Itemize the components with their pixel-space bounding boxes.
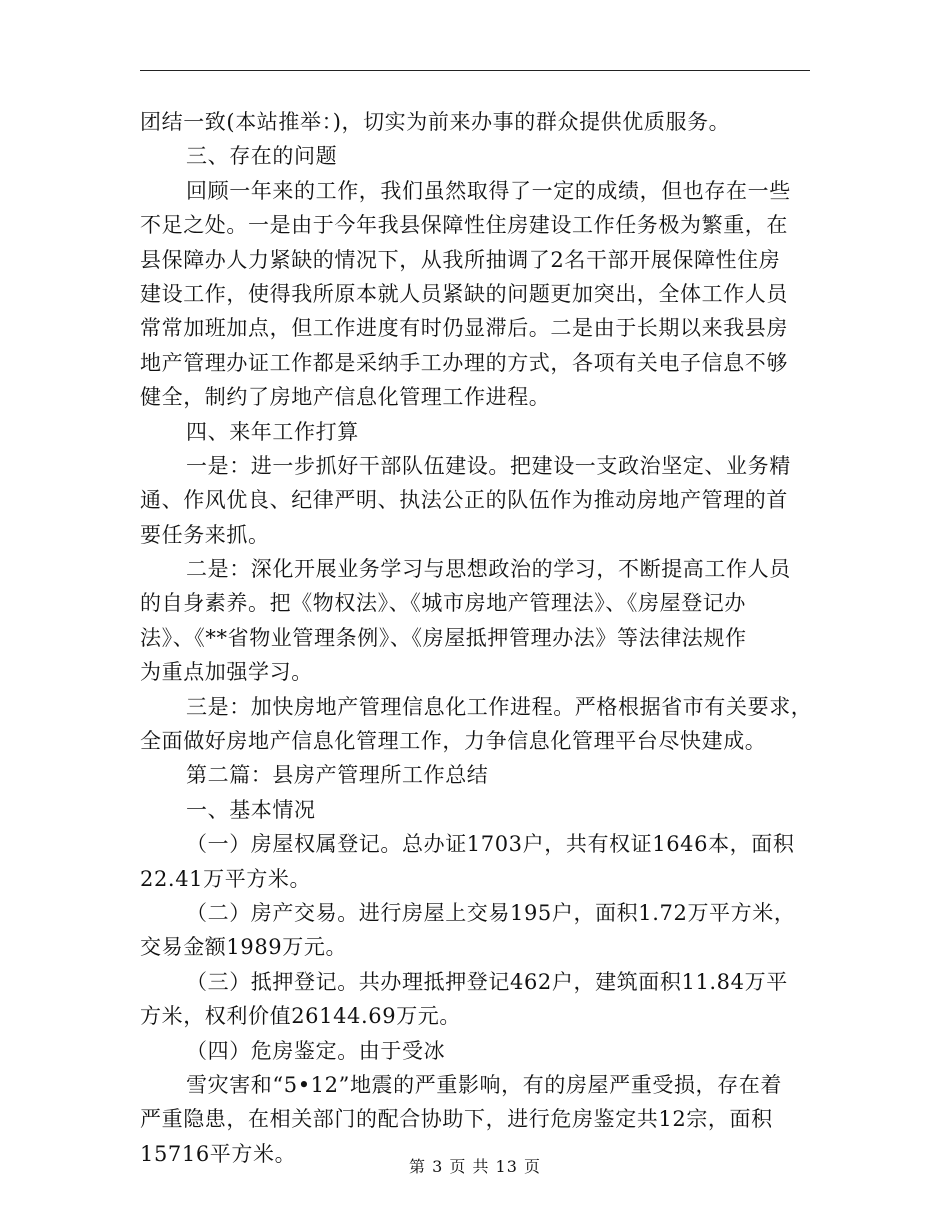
text-line: 15716平方米。 — [140, 1141, 297, 1166]
text-line: 三是：加快房地产管理信息化工作进程。严格根据省市有关要求， — [186, 694, 813, 719]
text-line: 方米，权利价值26144.69万元。 — [140, 1004, 462, 1029]
text-line: 常常加班加点，但工作进度有时仍显滞后。二是由于长期以来我县房 — [140, 316, 788, 341]
text-line: 地产管理办证工作都是采纳手工办理的方式，各项有关电子信息不够 — [140, 350, 788, 375]
text-line: 为重点加强学习。 — [140, 660, 313, 685]
text-line: 法》、《**省物业管理条例》、《房屋抵押管理办法》等法律法规作 — [140, 625, 747, 650]
text-line: 三、存在的问题 — [186, 144, 338, 169]
text-line: 一、基本情况 — [186, 797, 316, 822]
text-line: 第二篇：县房产管理所工作总结 — [186, 763, 489, 788]
text-line: 要任务来抓。 — [140, 522, 270, 547]
text-line: 县保障办人力紧缺的情况下，从我所抽调了2名干部开展保障性住房 — [140, 247, 781, 272]
text-line: 22.41万平方米。 — [140, 866, 312, 891]
page-footer: 第 3 页 共 13 页 — [409, 1157, 541, 1176]
header-rule — [140, 70, 810, 71]
text-line: （三）抵押登记。共办理抵押登记462户，建筑面积11.84万平 — [186, 969, 788, 994]
text-line: 一是：进一步抓好干部队伍建设。把建设一支政治坚定、业务精 — [186, 453, 791, 478]
text-line: 严重隐患，在相关部门的配合协助下，进行危房鉴定共12宗，面积 — [140, 1107, 773, 1132]
text-line: 健全，制约了房地产信息化管理工作进程。 — [140, 385, 551, 410]
text-line: 全面做好房地产信息化管理工作，力争信息化管理平台尽快建成。 — [140, 729, 767, 754]
text-line: 团结一致(本站推举：)，切实为前来办事的群众提供优质服务。 — [140, 110, 731, 134]
document-body — [140, 105, 813, 1171]
text-line: （四）危房鉴定。由于受冰 — [186, 1038, 446, 1063]
text-line: 的自身素养。把《物权法》、《城市房地产管理法》、《房屋登记办 — [140, 591, 746, 616]
text-line: 建设工作，使得我所原本就人员紧缺的问题更加突出，全体工作人员 — [140, 281, 788, 306]
text-line: 四、来年工作打算 — [186, 419, 359, 444]
text-line: 通、作风优良、纪律严明、执法公正的队伍作为推动房地产管理的首 — [140, 488, 788, 513]
text-line: （二）房产交易。进行房屋上交易195户，面积1.72万平方米， — [186, 900, 796, 925]
text-line: 雪灾害和“5•12”地震的严重影响，有的房屋严重受损，存在着 — [186, 1072, 782, 1097]
text-line: 交易金额1989万元。 — [140, 935, 348, 960]
text-line: （一）房屋权属登记。总办证1703户，共有权证1646本，面积 — [186, 832, 795, 857]
text-line: 回顾一年来的工作，我们虽然取得了一定的成绩，但也存在一些 — [186, 178, 791, 203]
text-line: 不足之处。一是由于今年我县保障性住房建设工作任务极为繁重，在 — [140, 213, 788, 238]
text-line: 二是：深化开展业务学习与思想政治的学习，不断提高工作人员 — [186, 557, 791, 582]
